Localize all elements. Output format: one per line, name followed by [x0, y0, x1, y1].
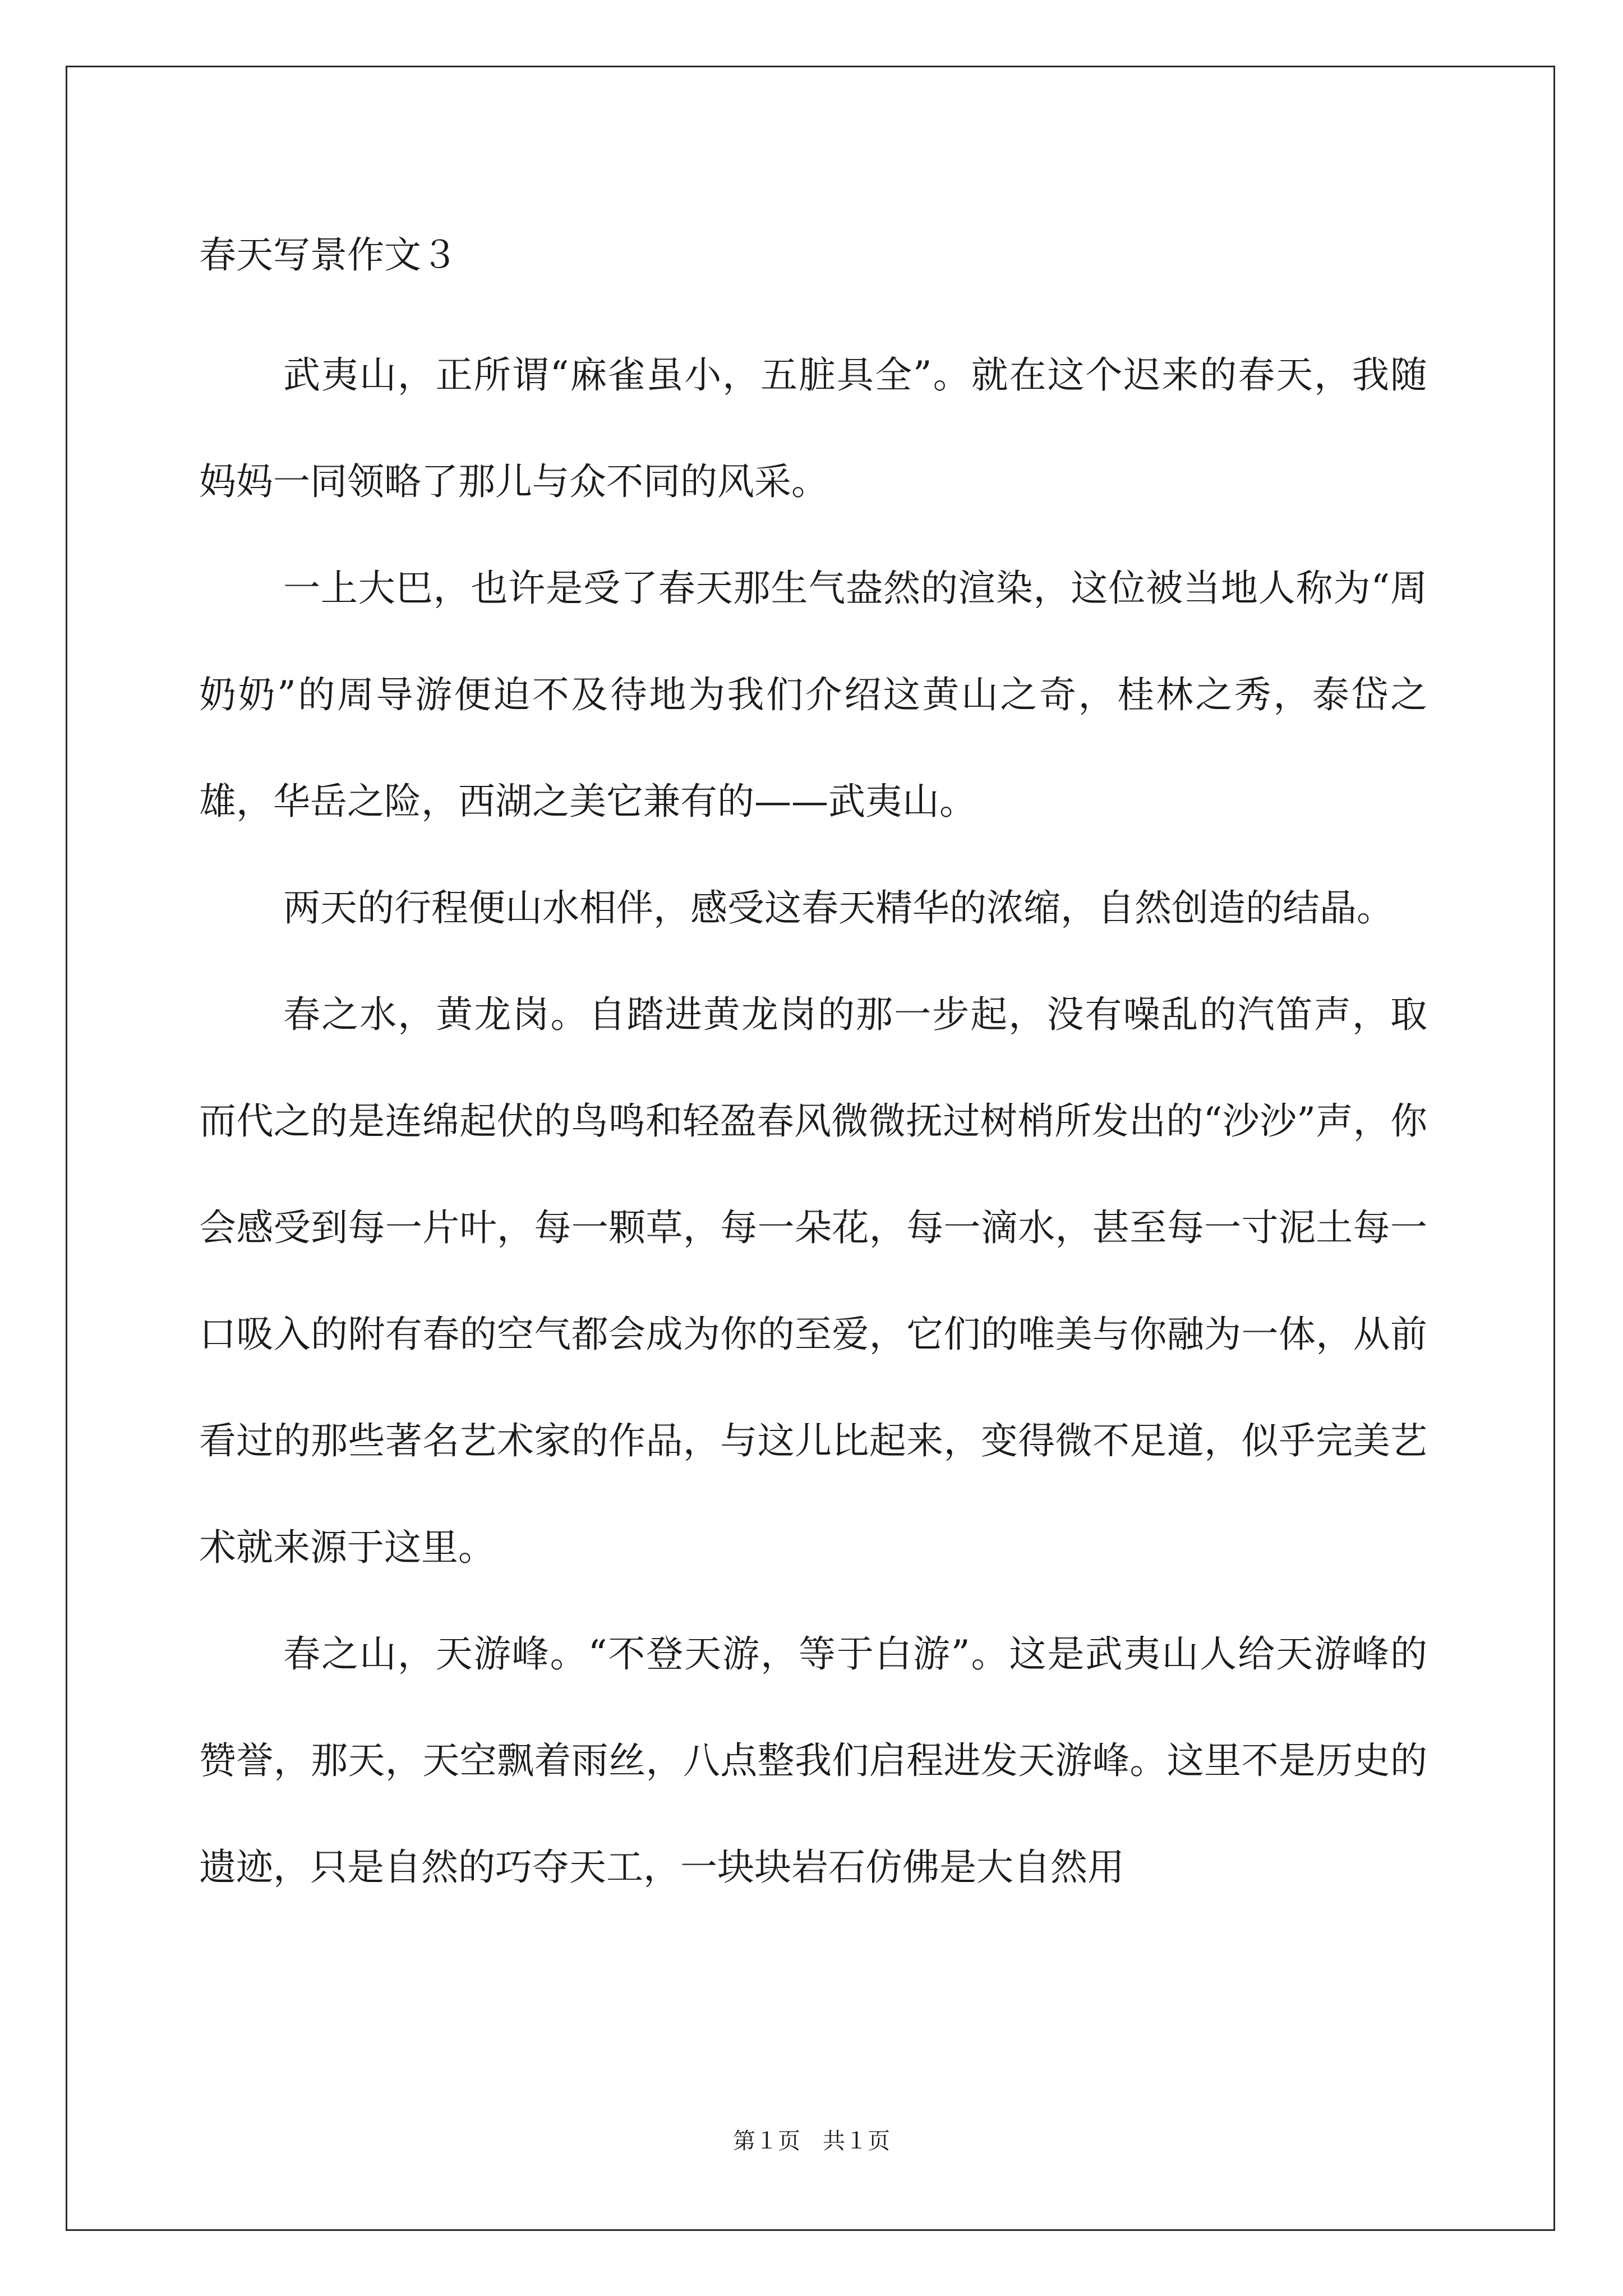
paragraph-5: 春之山，天游峰。“不登天游，等于白游”。这是武夷山人给天游峰的赞誉，那天，天空飘着雨丝，八点整我们启程进发天游峰。这里不是历史的遗迹，只是自然的巧夺天工，一块块岩石仿佛是大自然用 [199, 1632, 1427, 1889]
document-title: 春天写景作文３ [199, 233, 458, 277]
paragraph-3: 两天的行程便山水相伴，感受这春天精华的浓缩，自然创造的结晶。 [283, 886, 1394, 930]
paragraph-2: 一上大巴，也许是受了春天那生气盎然的渲染，这位被当地人称为“周奶奶”的周导游便迫不及待地为我们介绍这黄山之奇，桂林之秀，泰岱之雄，华岳之险，西湖之美它兼有的——武夷山。 [199, 567, 1427, 823]
paragraph-4: 春之水，黄龙岗。自踏进黄龙岗的那一步起，没有噪乱的汽笛声，取而代之的是连绵起伏的鸟鸣和轻盈春风微微抚过树梢所发出的“沙沙”声，你会感受到每一片叶，每一颗草，每一朵花，每一滴水，甚至每一寸泥土每一口吸入的附有春的空气都会成为你的至爱，它们的唯美与你融为一体，从前看过的那些著名艺术家的作品，与这儿比起来，变得微不足道，似乎完美艺术就来源于这里。 [199, 993, 1427, 1569]
document-body [199, 213, 1427, 1921]
paragraph-1: 武夷山，正所谓“麻雀虽小，五脏具全”。就在这个迟来的春天，我随妈妈一同领略了那儿与众不同的风采。 [199, 353, 1427, 503]
page-footer [0, 2124, 1623, 2158]
page-number-label: 第１页 共１页 [733, 2128, 890, 2154]
